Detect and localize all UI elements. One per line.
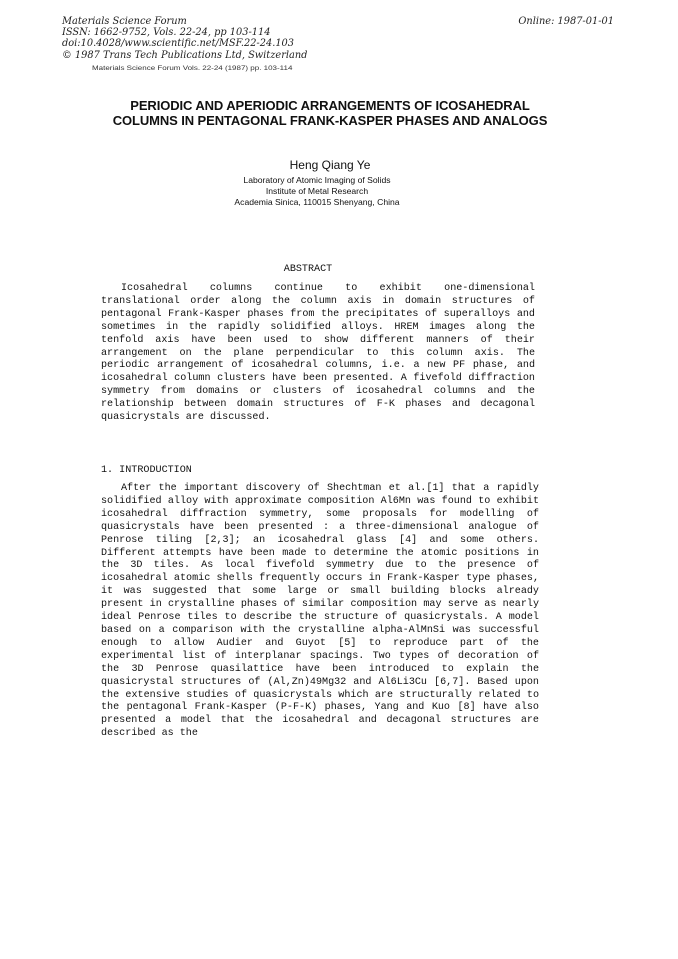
author-name: Heng Qiang Ye: [289, 158, 371, 172]
issn-line: ISSN: 1662-9752, Vols. 22-24, pp 103-114: [62, 27, 271, 39]
online-date: Online: 1987-01-01: [518, 16, 614, 27]
publication-metadata: [62, 16, 307, 61]
abstract-paragraph: Icosahedral columns continue to exhibit one-dimensional translational order along the column axis in domain structures of pentagonal Frank-Kasper phases from the precipitates of superalloys and sometimes in the rapidly solidified alloys. HREM images along the tenfold axis have been used to show different manners of their arrangement on the plane perpendicular to this column axis. The periodic arrangement of icosahedral columns, i.e. a new PF phase, and icosahedral column clusters have been presented. A fivefold diffraction symmetry from domains or clusters of icosahedral columns and the relationship between domain structures of F-K phases and decagonal quasicrystals are discussed.: [101, 283, 535, 424]
abstract-heading: ABSTRACT: [283, 264, 333, 275]
affiliation-institute: Institute of Metal Research: [265, 186, 369, 196]
journal-name: Materials Science Forum: [62, 16, 187, 27]
copyright-line: © 1987 Trans Tech Publications Ltd, Switzerland: [62, 49, 308, 61]
affiliation-address: Academia Sinica, 110015 Shenyang, China: [234, 197, 400, 207]
paper-title: PERIODIC AND APERIODIC ARRANGEMENTS OF ICOSAHEDRAL COLUMNS IN PENTAGONAL FRANK-KASPER PHASES AND ANALOGS: [112, 98, 548, 129]
abstract-text: [101, 283, 535, 425]
affiliation: [100, 175, 534, 208]
section-heading-introduction: 1. INTRODUCTION: [101, 465, 192, 476]
affiliation-lab: Laboratory of Atomic Imaging of Solids: [243, 175, 391, 185]
doi-line[interactable]: doi:10.4028/www.scientific.net/MSF.22-24.103: [62, 38, 295, 50]
introduction-paragraph: After the important discovery of Shechtman et al.[1] that a rapidly solidified alloy with approximate composition Al6Mn was found to exhibit icosahedral diffraction symmetry, some proposals for modelling of quasicrystals have been presented : a three-dimensional analogue of Penrose tiling [2,3]; an icosahedral glass [4] and some others. Different attempts have been made to determine the atomic positions in the 3D tiles. As local fivefold symmetry due to the presence of icosahedral atomic shells frequently occurs in Frank-Kasper type phases, it was suggested that some large or small building blocks already present in crystalline phases of similar composition may serve as nearly ideal Penrose tiles to describe the structure of quasicrystals. A model based on a comparison with the crystalline alpha-AlMnSi was successful enough to allow Audier and Guyot [5] to reproduce part of the experimental list of interplanar spacings. Two types of decoration of the 3D Penrose quasilattice have been introduced to explain the quasicrystal structures of (Al,Zn)49Mg32 and Al6Li3Cu [6,7]. Based upon the extensive studies of quasicrystals which are structurally related to the pentagonal Frank-Kasper (P-F-K) phases, Yang and Kuo [8] have also presented a model that the icosahedral and decagonal structures are described as the: [101, 483, 539, 740]
journal-reference: Materials Science Forum Vols. 22-24 (1987) pp. 103-114: [92, 64, 293, 72]
introduction-text: [101, 483, 539, 741]
